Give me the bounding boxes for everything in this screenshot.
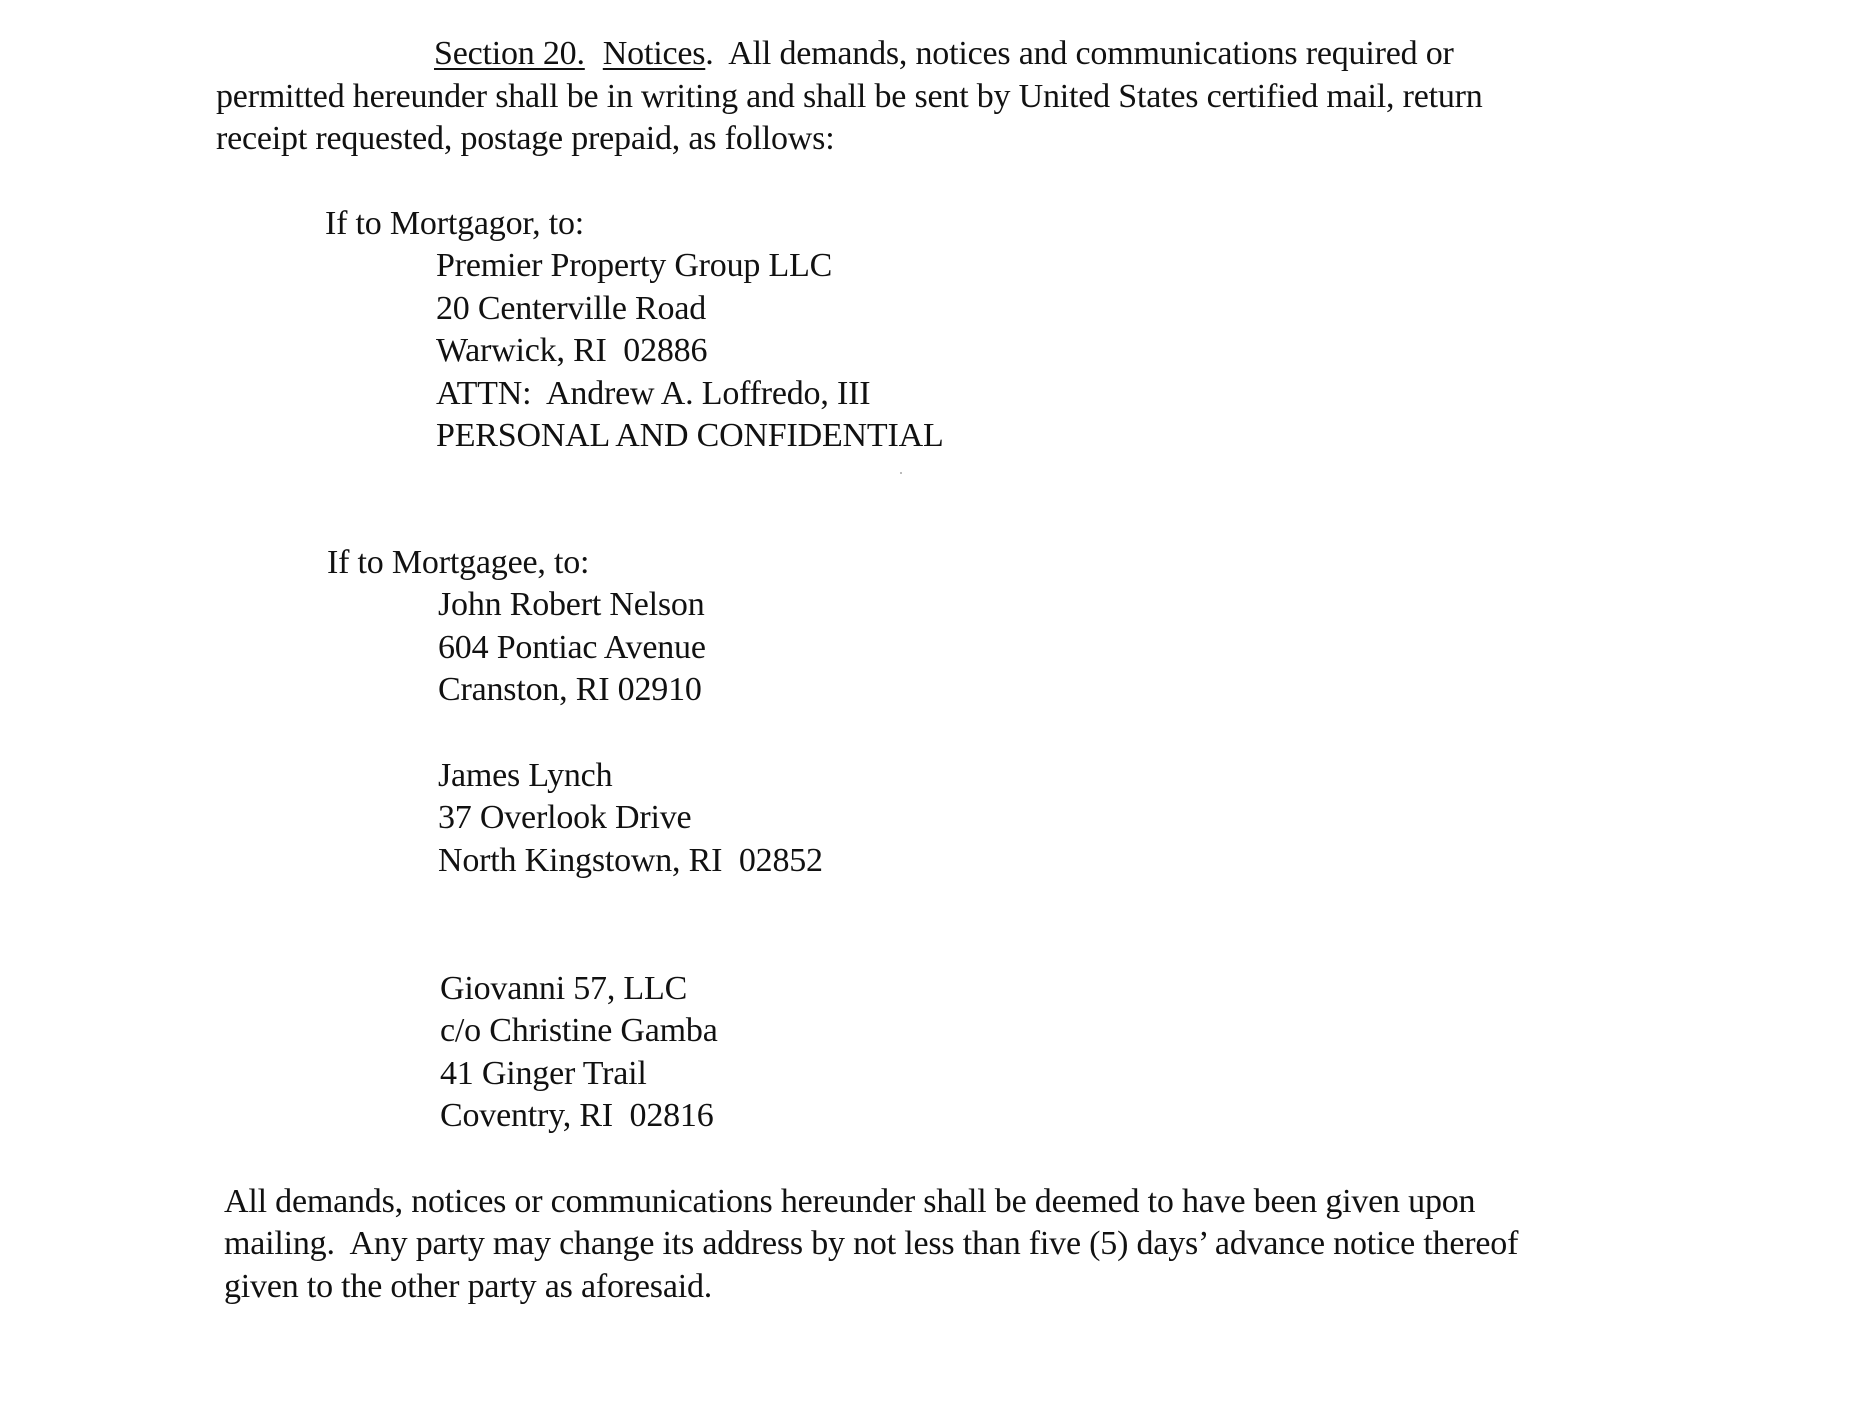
scan-speck [900, 472, 902, 474]
section-title-period: . [705, 35, 714, 72]
mortgagor-address-line: Premier Property Group LLC [436, 247, 833, 284]
section-intro-line-3: receipt requested, postage prepaid, as follows: [216, 120, 835, 157]
closing-line-2: mailing. Any party may change its address by not less than five (5) days’ advance notice thereof [224, 1225, 1519, 1262]
mortgagor-address-line: 20 Centerville Road [436, 290, 707, 327]
section-number: Section 20. [434, 35, 585, 72]
section-intro-line-2: permitted hereunder shall be in writing and shall be sent by United States certified mail, return [216, 78, 1483, 115]
closing-line-3: given to the other party as aforesaid. [224, 1268, 713, 1305]
mortgagee-recipient-1-line: 604 Pontiac Avenue [438, 629, 706, 666]
mortgagee-recipient-1-line: John Robert Nelson [438, 586, 705, 623]
mortgagee-recipient-3-line: Giovanni 57, LLC [440, 970, 688, 1007]
section-first-line [434, 33, 1454, 75]
mortgagor-address-line: Warwick, RI 02886 [436, 332, 708, 369]
mortgagee-recipient-1-line: Cranston, RI 02910 [438, 671, 702, 708]
mortgagee-recipient-2-line: 37 Overlook Drive [438, 799, 692, 836]
section-title: Notices [602, 35, 706, 72]
mortgagee-recipient-3-line: Coventry, RI 02816 [440, 1097, 714, 1134]
mortgagee-recipient-2-line: North Kingstown, RI 02852 [438, 842, 823, 879]
mortgagee-recipient-3-line: 41 Ginger Trail [440, 1055, 647, 1092]
mortgagee-recipient-2-line: James Lynch [438, 757, 613, 794]
section-intro-text: All demands, notices and communications required or [713, 35, 1454, 72]
mortgagor-heading: If to Mortgagor, to: [325, 205, 585, 242]
mortgagor-confidential-line: PERSONAL AND CONFIDENTIAL [436, 417, 944, 454]
mortgagee-heading: If to Mortgagee, to: [327, 544, 590, 581]
mortgagor-attn-line: ATTN: Andrew A. Loffredo, III [436, 375, 871, 412]
mortgagee-recipient-3-line: c/o Christine Gamba [440, 1012, 718, 1049]
closing-line-1: All demands, notices or communications hereunder shall be deemed to have been given upon [224, 1183, 1476, 1220]
